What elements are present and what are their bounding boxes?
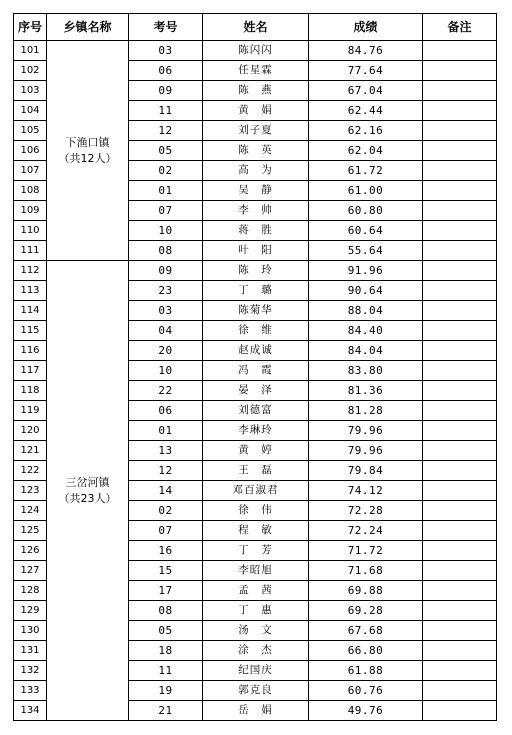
name-cell: 丁 芳	[203, 541, 309, 561]
results-table	[13, 13, 497, 721]
name-cell: 李昭旭	[203, 561, 309, 581]
town-count: （共23人）	[58, 491, 117, 505]
seq-cell: 125	[14, 521, 47, 541]
remark-cell	[423, 361, 497, 381]
remark-cell	[423, 161, 497, 181]
seq-cell: 114	[14, 301, 47, 321]
score-cell: 79.96	[309, 421, 423, 441]
score-cell: 79.96	[309, 441, 423, 461]
exam-no-cell: 09	[129, 261, 203, 281]
exam-no-cell: 12	[129, 121, 203, 141]
remark-cell	[423, 621, 497, 641]
table-row	[14, 261, 497, 281]
exam-no-cell: 17	[129, 581, 203, 601]
name-cell: 李 帅	[203, 201, 309, 221]
score-cell: 61.72	[309, 161, 423, 181]
exam-no-cell: 03	[129, 301, 203, 321]
name-cell: 王 磊	[203, 461, 309, 481]
name-cell: 李琳玲	[203, 421, 309, 441]
score-cell: 81.36	[309, 381, 423, 401]
name-cell: 陈菊华	[203, 301, 309, 321]
exam-no-cell: 05	[129, 621, 203, 641]
seq-cell: 102	[14, 61, 47, 81]
remark-cell	[423, 701, 497, 721]
remark-cell	[423, 221, 497, 241]
town-name: 下渔口镇	[65, 135, 110, 149]
seq-cell: 131	[14, 641, 47, 661]
remark-cell	[423, 581, 497, 601]
name-cell: 徐 维	[203, 321, 309, 341]
score-cell: 62.04	[309, 141, 423, 161]
seq-cell: 105	[14, 121, 47, 141]
exam-no-cell: 20	[129, 341, 203, 361]
name-cell: 徐 伟	[203, 501, 309, 521]
exam-no-cell: 08	[129, 601, 203, 621]
header-name: 姓名	[203, 14, 309, 41]
exam-no-cell: 04	[129, 321, 203, 341]
seq-cell: 101	[14, 41, 47, 61]
name-cell: 高 为	[203, 161, 309, 181]
remark-cell	[423, 281, 497, 301]
score-cell: 79.84	[309, 461, 423, 481]
name-cell: 郭克良	[203, 681, 309, 701]
exam-no-cell: 02	[129, 501, 203, 521]
seq-cell: 108	[14, 181, 47, 201]
header-remark: 备注	[423, 14, 497, 41]
seq-cell: 130	[14, 621, 47, 641]
seq-cell: 134	[14, 701, 47, 721]
exam-no-cell: 16	[129, 541, 203, 561]
remark-cell	[423, 421, 497, 441]
remark-cell	[423, 681, 497, 701]
name-cell: 黄 婷	[203, 441, 309, 461]
exam-no-cell: 23	[129, 281, 203, 301]
town-name: 三岔河镇	[65, 475, 110, 489]
seq-cell: 127	[14, 561, 47, 581]
seq-cell: 133	[14, 681, 47, 701]
town-cell	[47, 41, 129, 261]
seq-cell: 112	[14, 261, 47, 281]
remark-cell	[423, 381, 497, 401]
exam-no-cell: 02	[129, 161, 203, 181]
name-cell: 邓百淑君	[203, 481, 309, 501]
score-cell: 49.76	[309, 701, 423, 721]
name-cell: 陈 玲	[203, 261, 309, 281]
score-cell: 81.28	[309, 401, 423, 421]
exam-no-cell: 11	[129, 661, 203, 681]
header-row	[14, 14, 497, 41]
remark-cell	[423, 461, 497, 481]
remark-cell	[423, 81, 497, 101]
remark-cell	[423, 601, 497, 621]
remark-cell	[423, 301, 497, 321]
name-cell: 陈闪闪	[203, 41, 309, 61]
seq-cell: 118	[14, 381, 47, 401]
exam-no-cell: 09	[129, 81, 203, 101]
seq-cell: 129	[14, 601, 47, 621]
exam-no-cell: 08	[129, 241, 203, 261]
name-cell: 涂 杰	[203, 641, 309, 661]
header-score: 成绩	[309, 14, 423, 41]
score-cell: 61.00	[309, 181, 423, 201]
name-cell: 蒋 胜	[203, 221, 309, 241]
town-count: （共12人）	[58, 151, 117, 165]
name-cell: 晏 泽	[203, 381, 309, 401]
remark-cell	[423, 661, 497, 681]
exam-no-cell: 06	[129, 401, 203, 421]
score-cell: 77.64	[309, 61, 423, 81]
remark-cell	[423, 181, 497, 201]
exam-no-cell: 13	[129, 441, 203, 461]
remark-cell	[423, 141, 497, 161]
seq-cell: 121	[14, 441, 47, 461]
seq-cell: 117	[14, 361, 47, 381]
remark-cell	[423, 101, 497, 121]
table-header	[14, 14, 497, 41]
remark-cell	[423, 341, 497, 361]
exam-no-cell: 07	[129, 521, 203, 541]
score-cell: 69.88	[309, 581, 423, 601]
remark-cell	[423, 61, 497, 81]
name-cell: 丁 惠	[203, 601, 309, 621]
seq-cell: 106	[14, 141, 47, 161]
seq-cell: 111	[14, 241, 47, 261]
score-cell: 55.64	[309, 241, 423, 261]
seq-cell: 109	[14, 201, 47, 221]
score-cell: 67.68	[309, 621, 423, 641]
exam-no-cell: 19	[129, 681, 203, 701]
score-cell: 69.28	[309, 601, 423, 621]
name-cell: 吴 静	[203, 181, 309, 201]
score-cell: 60.76	[309, 681, 423, 701]
score-cell: 72.28	[309, 501, 423, 521]
score-cell: 61.88	[309, 661, 423, 681]
table-body	[14, 41, 497, 721]
seq-cell: 132	[14, 661, 47, 681]
score-cell: 83.80	[309, 361, 423, 381]
name-cell: 孟 茜	[203, 581, 309, 601]
seq-cell: 110	[14, 221, 47, 241]
score-cell: 72.24	[309, 521, 423, 541]
score-cell: 84.04	[309, 341, 423, 361]
score-cell: 67.04	[309, 81, 423, 101]
remark-cell	[423, 41, 497, 61]
exam-no-cell: 11	[129, 101, 203, 121]
name-cell: 陈 燕	[203, 81, 309, 101]
name-cell: 黄 娟	[203, 101, 309, 121]
name-cell: 叶 阳	[203, 241, 309, 261]
remark-cell	[423, 561, 497, 581]
exam-no-cell: 21	[129, 701, 203, 721]
seq-cell: 103	[14, 81, 47, 101]
score-cell: 84.40	[309, 321, 423, 341]
seq-cell: 128	[14, 581, 47, 601]
name-cell: 岳 娟	[203, 701, 309, 721]
remark-cell	[423, 261, 497, 281]
table-row	[14, 41, 497, 61]
name-cell: 汤 文	[203, 621, 309, 641]
exam-no-cell: 22	[129, 381, 203, 401]
seq-cell: 119	[14, 401, 47, 421]
exam-no-cell: 10	[129, 221, 203, 241]
remark-cell	[423, 201, 497, 221]
seq-cell: 124	[14, 501, 47, 521]
score-cell: 71.68	[309, 561, 423, 581]
exam-no-cell: 07	[129, 201, 203, 221]
remark-cell	[423, 641, 497, 661]
score-cell: 84.76	[309, 41, 423, 61]
exam-no-cell: 06	[129, 61, 203, 81]
remark-cell	[423, 501, 497, 521]
exam-no-cell: 05	[129, 141, 203, 161]
name-cell: 纪国庆	[203, 661, 309, 681]
score-cell: 60.80	[309, 201, 423, 221]
remark-cell	[423, 241, 497, 261]
score-cell: 71.72	[309, 541, 423, 561]
exam-no-cell: 01	[129, 421, 203, 441]
name-cell: 冯 霞	[203, 361, 309, 381]
remark-cell	[423, 321, 497, 341]
name-cell: 程 敏	[203, 521, 309, 541]
exam-no-cell: 01	[129, 181, 203, 201]
score-cell: 62.16	[309, 121, 423, 141]
remark-cell	[423, 481, 497, 501]
score-cell: 60.64	[309, 221, 423, 241]
header-exam-no: 考号	[129, 14, 203, 41]
score-cell: 90.64	[309, 281, 423, 301]
seq-cell: 126	[14, 541, 47, 561]
exam-no-cell: 18	[129, 641, 203, 661]
name-cell: 丁 璐	[203, 281, 309, 301]
header-town: 乡镇名称	[47, 14, 129, 41]
name-cell: 刘德富	[203, 401, 309, 421]
score-cell: 88.04	[309, 301, 423, 321]
seq-cell: 113	[14, 281, 47, 301]
remark-cell	[423, 541, 497, 561]
remark-cell	[423, 521, 497, 541]
seq-cell: 107	[14, 161, 47, 181]
seq-cell: 116	[14, 341, 47, 361]
score-cell: 91.96	[309, 261, 423, 281]
score-cell: 74.12	[309, 481, 423, 501]
score-cell: 66.80	[309, 641, 423, 661]
seq-cell: 123	[14, 481, 47, 501]
exam-no-cell: 03	[129, 41, 203, 61]
score-cell: 62.44	[309, 101, 423, 121]
seq-cell: 122	[14, 461, 47, 481]
name-cell: 任星霖	[203, 61, 309, 81]
name-cell: 赵成诚	[203, 341, 309, 361]
exam-no-cell: 12	[129, 461, 203, 481]
remark-cell	[423, 441, 497, 461]
seq-cell: 115	[14, 321, 47, 341]
name-cell: 刘子夏	[203, 121, 309, 141]
name-cell: 陈 英	[203, 141, 309, 161]
seq-cell: 104	[14, 101, 47, 121]
header-seq: 序号	[14, 14, 47, 41]
seq-cell: 120	[14, 421, 47, 441]
remark-cell	[423, 121, 497, 141]
town-cell	[47, 261, 129, 721]
exam-no-cell: 10	[129, 361, 203, 381]
exam-no-cell: 14	[129, 481, 203, 501]
exam-no-cell: 15	[129, 561, 203, 581]
remark-cell	[423, 401, 497, 421]
